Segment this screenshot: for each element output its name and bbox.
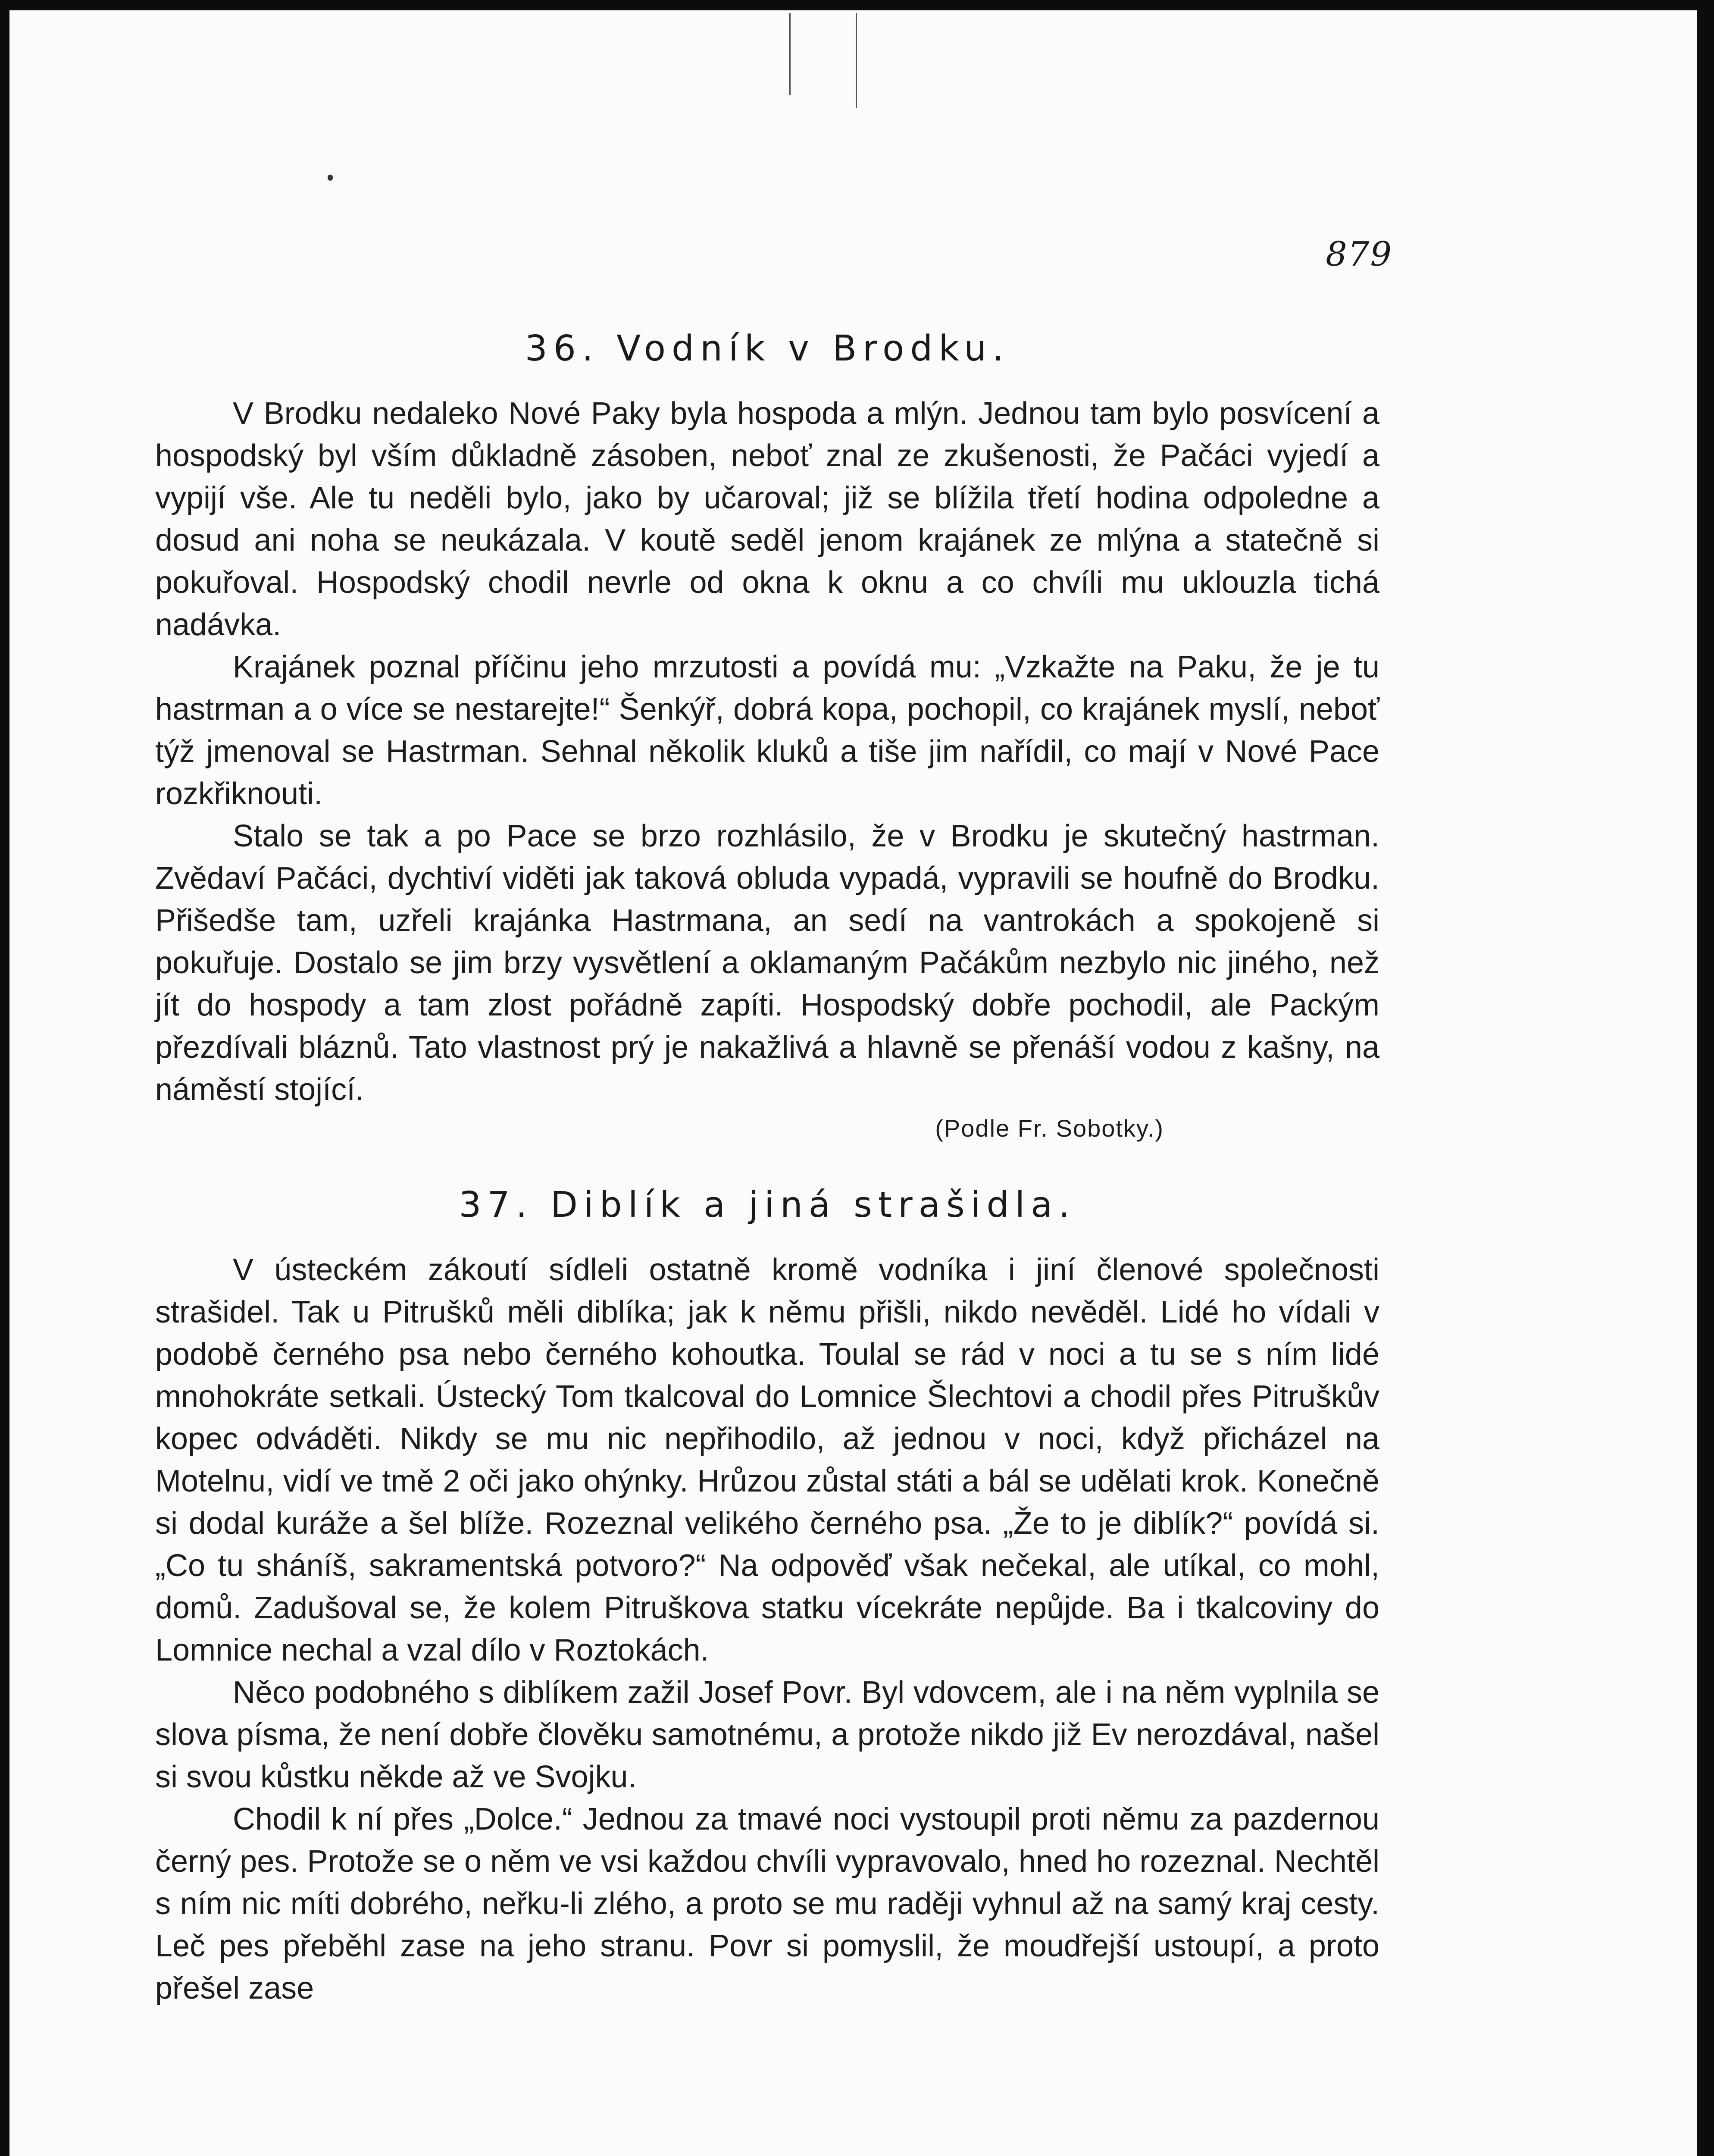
paragraph: V Brodku nedaleko Nové Paky byla hospoda a mlýn. Jednou tam bylo posvícení a hospodský byl vším důkladně zásoben, neboť znal ze zkušenosti, že Pačáci vyjedí a vypijí vše. Ale tu neděli bylo, jako by učaroval; již se blížila třetí hodina odpoledne a dosud ani noha se neukázala. V koutě seděl jenom krajánek ze mlýna a statečně si pokuřoval. Hospodský chodil nevrle od okna k oknu a co chvíli mu uklouzla tichá nadávka. [155, 396, 1379, 642]
paragraph: Něco podobného s diblíkem zažil Josef Povr. Byl vdovcem, ale i na něm vyplnila se slova písma, že není dobře člověku samotnému, a protože nikdo již Ev nerozdával, našel si svou kůstku někde až ve Svojku. [155, 1675, 1379, 1794]
scan-artifact-mark [856, 13, 857, 108]
scan-artifact-mark [789, 13, 791, 95]
scan-border-right [1697, 0, 1714, 2156]
page-body [155, 328, 1379, 2009]
page-number: 879 [1326, 235, 1392, 274]
source-citation: (Podle Fr. Sobotky.) [935, 1115, 1164, 1142]
scan-artifact-dot [328, 175, 333, 181]
paragraph: Stalo se tak a po Pace se brzo rozhlásilo, že v Brodku je skutečný hastrman. Zvědaví Pačáci, dychtiví viděti jak taková obluda vypadá, vypravili se houfně do Brodku. Přišedše tam, uzřeli krajánka Hastrmana, an sedí na vantrokách a spokojeně si pokuřuje. Dostalo se jim brzy vysvětlení a oklamaným Pačákům nezbylo nic jiného, než jít do hospody a tam zlost pořádně zapíti. Hospodský dobře pochodil, ale Packým přezdívali bláznů. Tato vlastnost prý je nakažlivá a hlavně se přenáší vodou z kašny, na náměstí stojící. [155, 819, 1379, 1107]
section-title-vodnik: 36. Vodník v Brodku. [525, 328, 1010, 369]
scan-border-left [0, 0, 9, 2156]
paragraph: V ústeckém zákoutí sídleli ostatně kromě vodníka i jiní členové společnosti strašidel. Tak u Pitrušků měli diblíka; jak k němu přišli, nikdo nevěděl. Lidé ho vídali v podobě černého psa nebo černého kohoutka. Toulal se rád v noci a tu se s ním lidé mnohokráte setkali. Ústecký Tom tkalcoval do Lomnice Šlechtovi a chodil přes Pitruškův kopec odváděti. Nikdy se mu nic nepřihodilo, až jednou v noci, když přicházel na Motelnu, vidí ve tmě 2 oči jako ohýnky. Hrůzou zůstal státi a bál se udělati krok. Konečně si dodal kuráže a šel blíže. Rozeznal velikého černého psa. „Že to je diblík?“ povídá si. „Co tu sháníš, sakramentská potvoro?“ Na odpověď však nečekal, ale utíkal, co mohl, domů. Zadušoval se, že kolem Pitruškova statku vícekráte nepůjde. Ba i tkalcoviny do Lomnice nechal a vzal dílo v Roztokách. [155, 1253, 1379, 1667]
paragraph: Chodil k ní přes „Dolce.“ Jednou za tmavé noci vystoupil proti němu za pazdernou černý pes. Protože se o něm ve vsi každou chvíli vypravovalo, hned ho rozeznal. Nechtěl s ním nic míti dobrého, neřku-li zlého, a proto se mu raději vyhnul až na samý kraj cesty. Leč pes přeběhl zase na jeho stranu. Povr si pomyslil, že moudřejší ustoupí, a proto přešel zase [155, 1802, 1379, 2006]
scan-border-top [0, 0, 1714, 10]
paragraph: Krajánek poznal příčinu jeho mrzutosti a povídá mu: „Vzkažte na Paku, že je tu hastrman a o více se nestarejte!“ Šenkýř, dobrá kopa, pochopil, co krajánek myslí, neboť týž jmenoval se Hastrman. Sehnal několik kluků a tiše jim nařídil, co mají v Nové Pace rozkřiknouti. [155, 650, 1379, 811]
section-title-diblik: 37. Diblík a jiná strašidla. [459, 1185, 1076, 1225]
